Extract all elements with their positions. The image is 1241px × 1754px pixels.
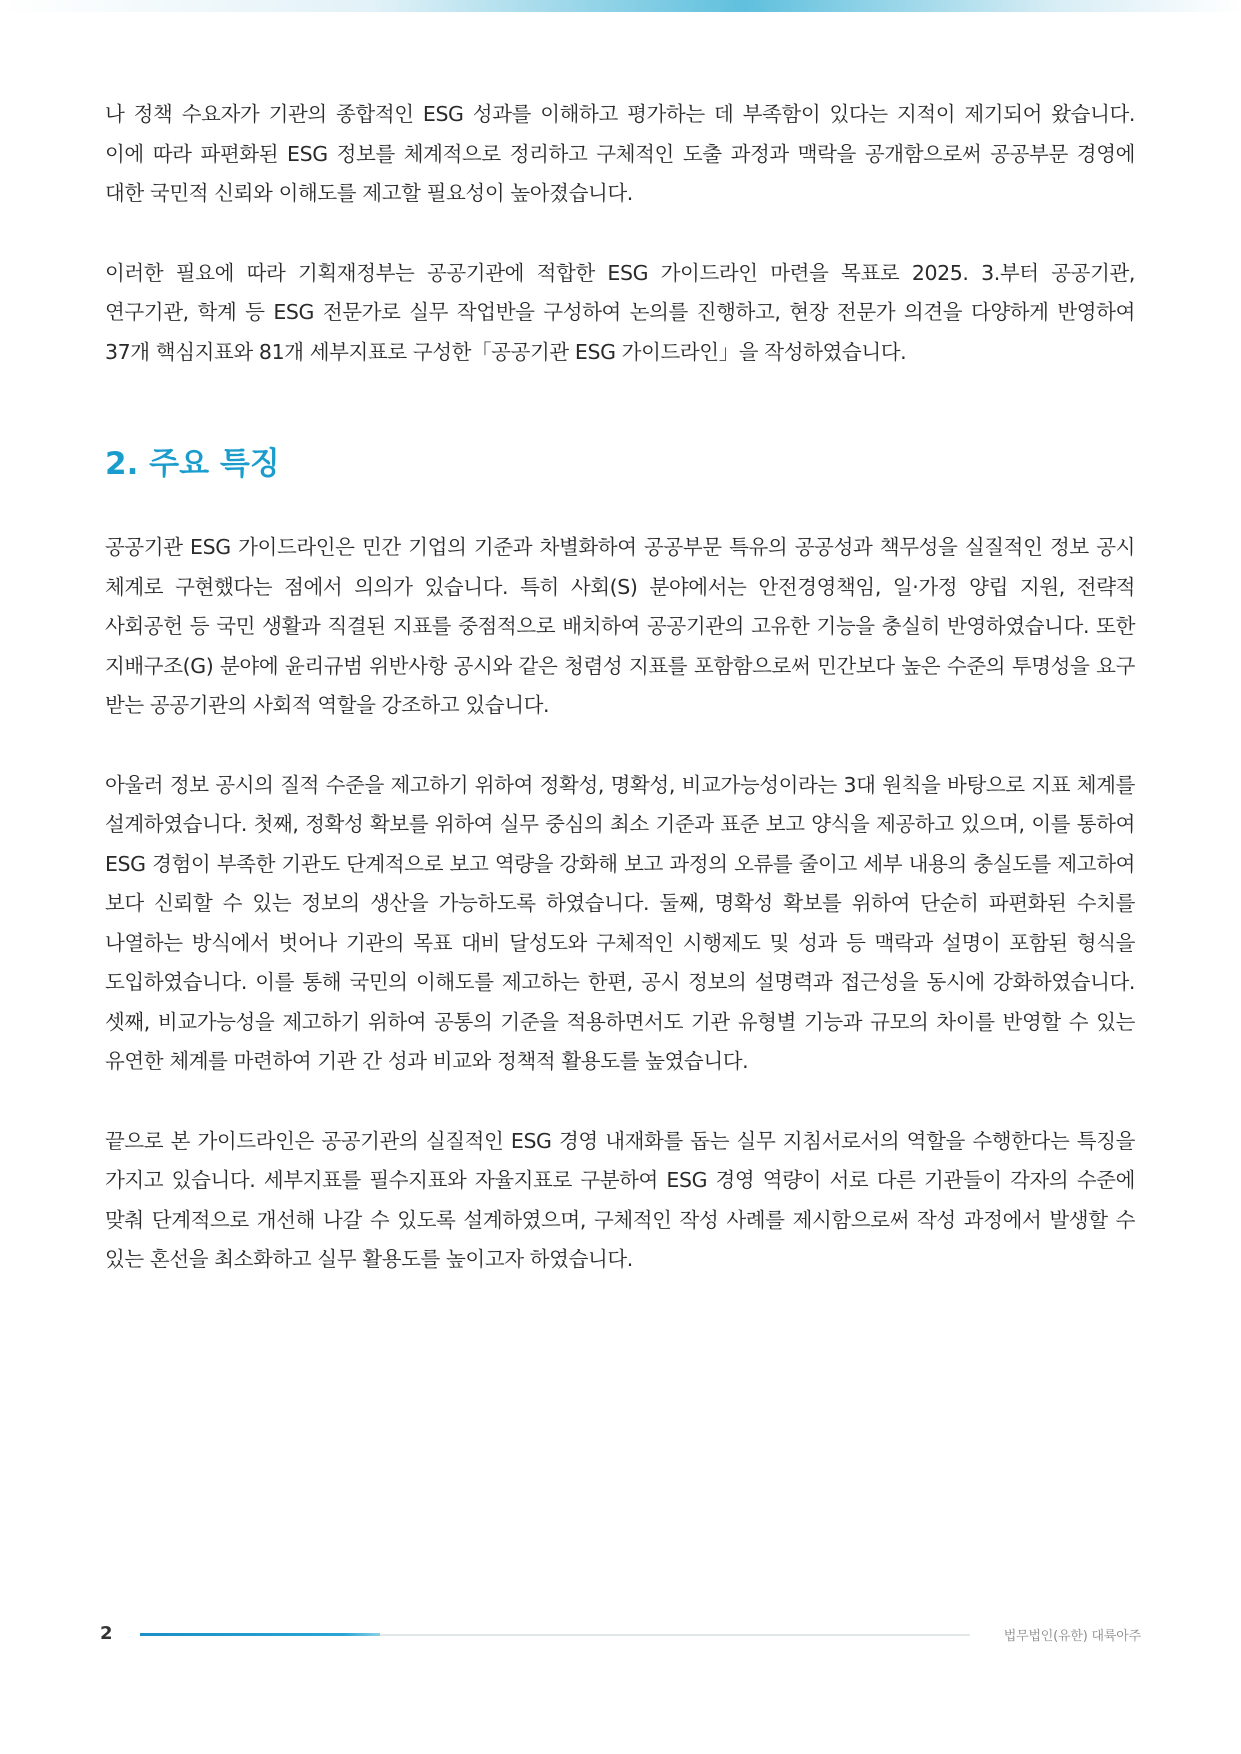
page-number: 2: [100, 1623, 113, 1644]
document-body: [105, 95, 1135, 1280]
footer-divider-accent: [140, 1633, 380, 1636]
section-paragraph-2: 아울러 정보 공시의 질적 수준을 제고하기 위하여 정확성, 명확성, 비교가능성이라는 3대 원칙을 바탕으로 지표 체계를 설계하였습니다. 첫째, 정확성 확보를 위하여 실무 중심의 최소 기준과 표준 보고 양식을 제공하고 있으며, 이를 통하여 ESG 경험이 부족한 기관도 단계적으로 보고 역량을 강화해 보고 과정의 오류를 줄이고 세부 내용의 충실도를 제고하여 보다 신뢰할 수 있는 정보의 생산을 가능하도록 하였습니다. 둘째, 명확성 확보를 위하여 단순히 파편화된 수치를 나열하는 방식에서 벗어나 기관의 목표 대비 달성도와 구체적인 시행제도 및 성과 등 맥락과 설명이 포함된 형식을 도입하였습니다. 이를 통해 국민의 이해도를 제고하는 한편, 공시 정보의 설명력과 접근성을 동시에 강화하였습니다. 셋째, 비교가능성을 제고하기 위하여 공통의 기준을 적용하면서도 기관 유형별 기능과 규모의 차이를 반영할 수 있는 유연한 체계를 마련하여 기관 간 성과 비교와 정책적 활용도를 높였습니다.: [105, 772, 1136, 1073]
page-footer: [0, 1620, 1241, 1650]
section-title: 2. 주요 특징: [105, 446, 280, 482]
intro-paragraph-1: 나 정책 수요자가 기관의 종합적인 ESG 성과를 이해하고 평가하는 데 부족함이 있다는 지적이 제기되어 왔습니다. 이에 따라 파편화된 ESG 정보를 체계적으로 정리하고 구체적인 도출 과정과 맥락을 공개함으로써 공공부문 경영에 대한 국민적 신뢰와 이해도를 제고할 필요성이 높아졌습니다.: [105, 102, 1135, 205]
section-paragraph-1: 공공기관 ESG 가이드라인은 민간 기업의 기준과 차별화하여 공공부문 특유의 공공성과 책무성을 실질적인 정보 공시 체계로 구현했다는 점에서 의의가 있습니다. 특히 사회(S) 분야에서는 안전경영책임, 일·가정 양립 지원, 전략적 사회공헌 등 국민 생활과 직결된 지표를 중점적으로 배치하여 공공기관의 고유한 기능을 충실히 반영하였습니다. 또한 지배구조(G) 분야에 윤리규범 위반사항 공시와 같은 청렴성 지표를 포함함으로써 민간보다 높은 수준의 투명성을 요구 받는 공공기관의 사회적 역할을 강조하고 있습니다.: [105, 535, 1135, 717]
firm-name: 법무법인(유한) 대륙아주: [1003, 1629, 1141, 1644]
section-paragraph-3: 끝으로 본 가이드라인은 공공기관의 실질적인 ESG 경영 내재화를 돕는 실무 지침서로서의 역할을 수행한다는 특징을 가지고 있습니다. 세부지표를 필수지표와 자율지표로 구분하여 ESG 경영 역량이 서로 다른 기관들이 각자의 수준에 맞춰 단계적으로 개선해 나갈 수 있도록 설계하였으며, 구체적인 작성 사례를 제시함으로써 작성 과정에서 발생할 수 있는 혼선을 최소화하고 실무 활용도를 높이고자 하였습니다.: [105, 1128, 1135, 1271]
top-gradient-bar: [0, 0, 1241, 12]
intro-paragraph-2: 이러한 필요에 따라 기획재정부는 공공기관에 적합한 ESG 가이드라인 마련을 목표로 2025. 3.부터 공공기관, 연구기관, 학계 등 ESG 전문가로 실무 작업반을 구성하여 논의를 진행하고, 현장 전문가 의견을 다양하게 반영하여 37개 핵심지표와 81개 세부지표로 구성한「공공기관 ESG 가이드라인」을 작성하였습니다.: [105, 260, 1135, 364]
